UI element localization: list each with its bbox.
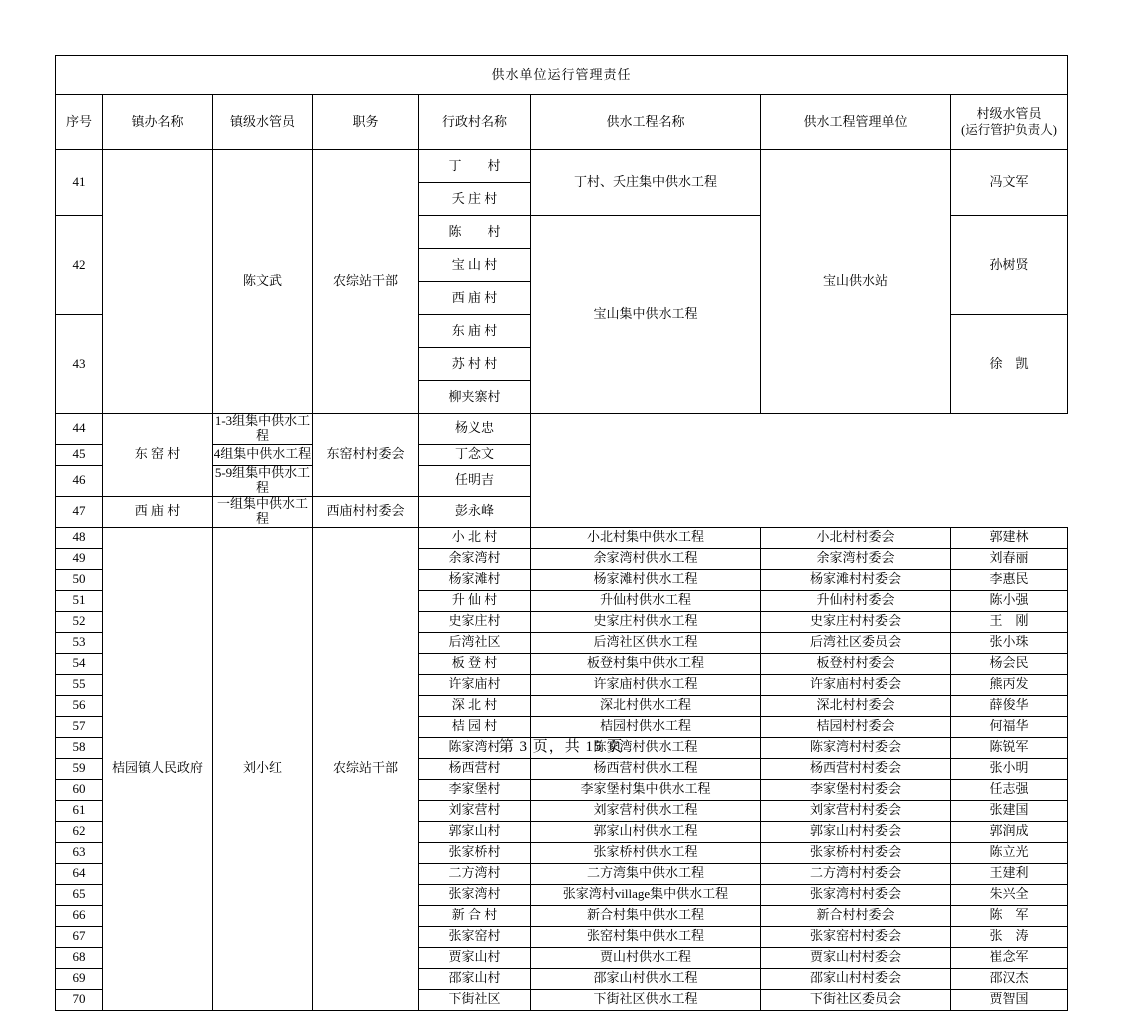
cell-manage-unit: 刘家营村村委会 [761,800,951,821]
cell-village-officer: 张建国 [951,800,1068,821]
cell-village-officer: 张小明 [951,758,1068,779]
cell-manage-unit: 史家庄村村委会 [761,611,951,632]
cell-manage-unit: 贾家山村村委会 [761,947,951,968]
page-title: 供水单位运行管理责任 [56,56,1068,95]
table-row [56,150,1068,183]
cell-manage-unit: 深北村村委会 [761,695,951,716]
cell-project: 余家湾村供水工程 [531,548,761,569]
cell-no: 56 [56,695,103,716]
cell-project: 李家堡村集中供水工程 [531,779,761,800]
cell-no: 55 [56,674,103,695]
cell-no: 63 [56,842,103,863]
cell-village: 丁 村 [419,150,531,183]
cell-village: 杨家滩村 [419,569,531,590]
cell-no: 50 [56,569,103,590]
cell-village-officer: 杨义忠 [419,414,531,445]
cell-manage-unit: 陈家湾村村委会 [761,737,951,758]
cell-project: 5-9组集中供水工程 [213,465,313,496]
cell-village: 新 合 村 [419,905,531,926]
table-row [56,496,1068,527]
cell-village: 桔 园 村 [419,716,531,737]
cell-project: 4组集中供水工程 [213,444,313,465]
cell-project: 二方湾集中供水工程 [531,863,761,884]
cell-village-officer: 熊丙发 [951,674,1068,695]
cell-village: 邵家山村 [419,968,531,989]
cell-village-officer: 朱兴全 [951,884,1068,905]
cell-village: 下街社区 [419,989,531,1010]
cell-manage-unit: 杨西营村村委会 [761,758,951,779]
cell-village-officer: 薛俊华 [951,695,1068,716]
cell-manage-unit: 板登村村委会 [761,653,951,674]
cell-village: 深 北 村 [419,695,531,716]
cell-manage-unit: 二方湾村村委会 [761,863,951,884]
cell-village-officer: 张小珠 [951,632,1068,653]
cell-village: 东 庙 村 [419,315,531,348]
cell-town [103,150,213,414]
cell-village: 西 庙 村 [419,282,531,315]
cell-manage-unit: 许家庙村村委会 [761,674,951,695]
cell-manage-unit: 小北村村委会 [761,527,951,548]
cell-project: 一组集中供水工程 [213,496,313,527]
column-header-project: 供水工程名称 [531,95,761,150]
cell-project: 刘家营村供水工程 [531,800,761,821]
cell-no: 60 [56,779,103,800]
cell-project: 丁村、夭庄集中供水工程 [531,150,761,216]
column-header-village: 行政村名称 [419,95,531,150]
cell-village-officer: 王 刚 [951,611,1068,632]
cell-no: 65 [56,884,103,905]
cell-no: 49 [56,548,103,569]
cell-village-officer: 郭建林 [951,527,1068,548]
cell-village-officer: 李惠民 [951,569,1068,590]
cell-manage-unit: 张家桥村村委会 [761,842,951,863]
cell-no: 66 [56,905,103,926]
cell-village: 张家湾村 [419,884,531,905]
cell-post: 农综站干部 [313,150,419,414]
cell-village: 陈家湾村 [419,737,531,758]
cell-no: 70 [56,989,103,1010]
cell-village: 柳夹寨村 [419,381,531,414]
cell-manage-unit: 下街社区委员会 [761,989,951,1010]
water-supply-responsibility-table [55,55,1068,1011]
cell-project: 邵家山村供水工程 [531,968,761,989]
cell-village-officer: 徐 凯 [951,315,1068,414]
cell-manage-unit: 后湾社区委员会 [761,632,951,653]
cell-manage-unit: 升仙村村委会 [761,590,951,611]
cell-village-officer: 彭永峰 [419,496,531,527]
cell-project: 下街社区供水工程 [531,989,761,1010]
cell-village-officer: 任明吉 [419,465,531,496]
cell-town-officer: 陈文武 [213,150,313,414]
cell-village-officer: 张 涛 [951,926,1068,947]
cell-village: 史家庄村 [419,611,531,632]
cell-manage-unit: 宝山供水站 [761,150,951,414]
cell-manage-unit: 余家湾村委会 [761,548,951,569]
cell-no: 44 [56,414,103,445]
cell-village-officer: 陈小强 [951,590,1068,611]
cell-manage-unit: 西庙村村委会 [313,496,419,527]
cell-manage-unit: 张家湾村村委会 [761,884,951,905]
cell-village: 板 登 村 [419,653,531,674]
cell-no: 52 [56,611,103,632]
cell-project: 张家湾村village集中供水工程 [531,884,761,905]
cell-no: 41 [56,150,103,216]
cell-village: 后湾社区 [419,632,531,653]
cell-village-officer: 郭润成 [951,821,1068,842]
column-header-manage-unit: 供水工程管理单位 [761,95,951,150]
cell-village-officer: 陈 军 [951,905,1068,926]
cell-project: 深北村供水工程 [531,695,761,716]
column-header-town-officer: 镇级水管员 [213,95,313,150]
cell-village: 贾家山村 [419,947,531,968]
cell-village: 升 仙 村 [419,590,531,611]
cell-village: 郭家山村 [419,821,531,842]
cell-manage-unit: 邵家山村村委会 [761,968,951,989]
cell-no: 45 [56,444,103,465]
cell-village-officer: 冯文军 [951,150,1068,216]
cell-village: 许家庙村 [419,674,531,695]
cell-manage-unit: 李家堡村村委会 [761,779,951,800]
cell-village: 西 庙 村 [103,496,213,527]
cell-project: 杨西营村供水工程 [531,758,761,779]
cell-village-officer: 邵汉杰 [951,968,1068,989]
cell-village: 余家湾村 [419,548,531,569]
cell-project: 板登村集中供水工程 [531,653,761,674]
cell-no: 69 [56,968,103,989]
cell-no: 68 [56,947,103,968]
cell-village-officer: 崔念军 [951,947,1068,968]
cell-village: 二方湾村 [419,863,531,884]
cell-village-officer: 王建利 [951,863,1068,884]
cell-no: 46 [56,465,103,496]
table-row [56,414,1068,445]
column-header-no: 序号 [56,95,103,150]
cell-project: 杨家滩村供水工程 [531,569,761,590]
cell-village: 张家窑村 [419,926,531,947]
cell-no: 61 [56,800,103,821]
cell-project: 张窑村集中供水工程 [531,926,761,947]
cell-project: 新合村集中供水工程 [531,905,761,926]
cell-no: 59 [56,758,103,779]
cell-project: 许家庙村供水工程 [531,674,761,695]
cell-village: 杨西营村 [419,758,531,779]
cell-no: 57 [56,716,103,737]
cell-village-officer: 杨会民 [951,653,1068,674]
cell-project: 升仙村供水工程 [531,590,761,611]
cell-project: 张家桥村供水工程 [531,842,761,863]
cell-village-officer: 丁念文 [419,444,531,465]
cell-village: 夭 庄 村 [419,183,531,216]
cell-no: 64 [56,863,103,884]
cell-no: 43 [56,315,103,414]
cell-project: 后湾社区供水工程 [531,632,761,653]
cell-village: 张家桥村 [419,842,531,863]
cell-project: 宝山集中供水工程 [531,216,761,414]
cell-post: 农综站干部 [313,527,419,1010]
cell-village: 宝 山 村 [419,249,531,282]
cell-no: 48 [56,527,103,548]
column-header-town: 镇办名称 [103,95,213,150]
cell-manage-unit: 郭家山村村委会 [761,821,951,842]
cell-village: 陈 村 [419,216,531,249]
cell-village-officer: 陈锐军 [951,737,1068,758]
table-row [56,527,1068,548]
cell-village-officer: 何福华 [951,716,1068,737]
cell-project: 贾山村供水工程 [531,947,761,968]
cell-village-officer: 任志强 [951,779,1068,800]
cell-village-officer: 刘春丽 [951,548,1068,569]
cell-manage-unit: 东窑村村委会 [313,414,419,497]
column-header-village-officer [951,95,1068,150]
cell-no: 54 [56,653,103,674]
column-header-post: 职务 [313,95,419,150]
cell-manage-unit: 杨家滩村村委会 [761,569,951,590]
cell-project: 小北村集中供水工程 [531,527,761,548]
cell-manage-unit: 新合村村委会 [761,905,951,926]
cell-no: 62 [56,821,103,842]
cell-town: 桔园镇人民政府 [103,527,213,1010]
page-footer: 第 3 页，共 15 页 [498,739,624,755]
cell-project: 郭家山村供水工程 [531,821,761,842]
cell-project: 陈家湾村供水工程 [531,737,761,758]
cell-no: 53 [56,632,103,653]
village-officer-label-line2: (运行管护负责人) [961,122,1057,137]
cell-manage-unit: 桔园村村委会 [761,716,951,737]
village-officer-label-line1: 村级水管员 [976,105,1042,121]
cell-village-officer: 陈立光 [951,842,1068,863]
table-header-row [56,95,1068,150]
cell-no: 67 [56,926,103,947]
cell-village: 苏 村 村 [419,348,531,381]
cell-village: 小 北 村 [419,527,531,548]
cell-manage-unit: 张家窑村村委会 [761,926,951,947]
cell-project: 史家庄村供水工程 [531,611,761,632]
cell-no: 58 [56,737,103,758]
table-title-row [56,56,1068,95]
cell-no: 51 [56,590,103,611]
cell-village: 李家堡村 [419,779,531,800]
cell-town-officer: 刘小红 [213,527,313,1010]
cell-no: 47 [56,496,103,527]
cell-village: 刘家营村 [419,800,531,821]
table-container [55,55,1067,1011]
cell-village: 东 窑 村 [103,414,213,497]
cell-project: 1-3组集中供水工程 [213,414,313,445]
cell-no: 42 [56,216,103,315]
cell-project: 桔园村供水工程 [531,716,761,737]
cell-village-officer: 孙树贤 [951,216,1068,315]
cell-village-officer: 贾智国 [951,989,1068,1010]
